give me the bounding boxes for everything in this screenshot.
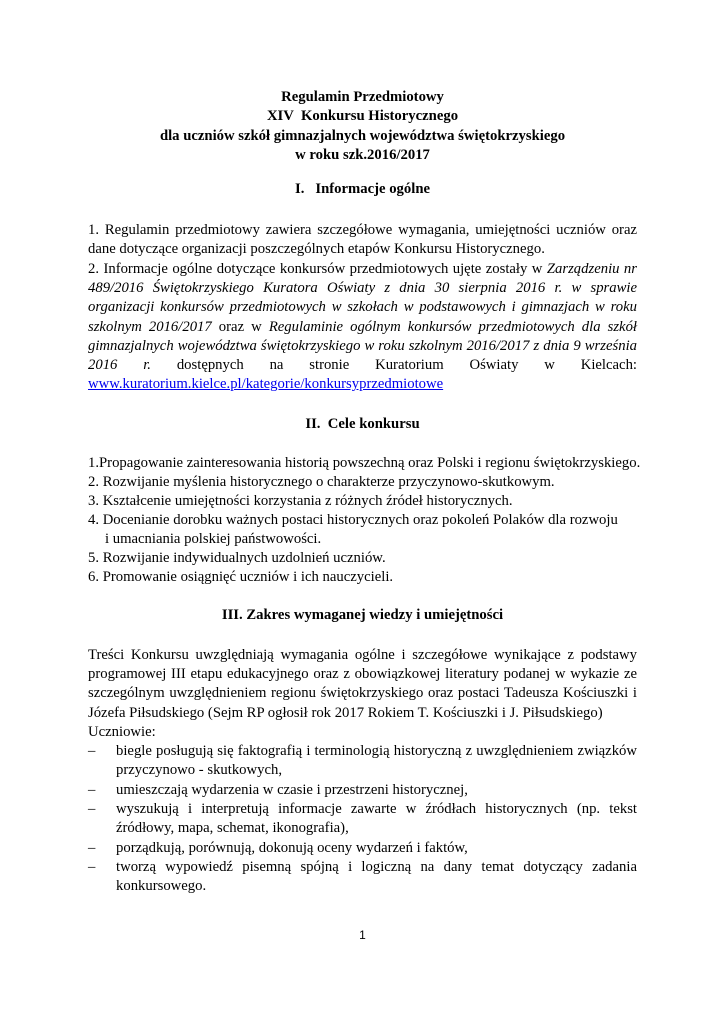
goal-item-5: 5. Rozwijanie indywidualnych uzdolnień uczniów. xyxy=(88,550,386,566)
title-line-4: w roku szk.2016/2017 xyxy=(295,146,430,163)
section-2-heading: II. Cele konkursu xyxy=(305,416,420,432)
section-1-paragraph-1: 1. Regulamin przedmiotowy zawiera szczegółowe wymagania, umiejętności uczniów oraz dane dotyczące organizacji poszczególnych etapów Konkursu Historycznego. xyxy=(88,222,637,258)
page-number: 1 xyxy=(359,928,366,942)
title-line-2: XIV Konkursu Historycznego xyxy=(266,108,459,125)
p2-italic-regulation: Regulaminie ogólnym konkursów przedmiotowych dla szkół gimnazjalnych województwa świętokrzyskiego w roku szkolnym 2016/2017 z dnia 9 września 2016 r. xyxy=(88,318,637,374)
p2-text-start: 2. Informacje ogólne dotyczące konkursów przedmiotowych ujęte zostały w xyxy=(88,261,547,277)
dash-marker: – xyxy=(88,782,96,798)
section-3-heading: III. Zakres wymaganej wiedzy i umiejętności xyxy=(221,607,504,623)
kuratorium-link[interactable]: www.kuratorium.kielce.pl/kategorie/konkursyprzedmiotowe xyxy=(88,376,444,393)
p2-text-mid: oraz w xyxy=(211,318,269,335)
goal-item-1: 1.Propagowanie zainteresowania historią powszechną oraz Polski i regionu świętokrzyskiego. xyxy=(88,455,641,471)
section-1-paragraph-2 xyxy=(88,260,637,394)
title-line-1: Regulamin Przedmiotowy xyxy=(281,89,444,105)
document-title xyxy=(0,88,725,165)
dash-marker: – xyxy=(88,801,96,817)
skill-bullet-text: umieszczają wydarzenia w czasie i przestrzeni historycznej, xyxy=(116,782,468,798)
goal-item-6: 6. Promowanie osiągnięć uczniów i ich nauczycieli. xyxy=(88,569,394,585)
goal-item-4: 4. Docenianie dorobku ważnych postaci historycznych oraz pokoleń Polaków dla rozwoju xyxy=(88,512,618,528)
p2-text-end: dostępnych na stronie Kuratorium Oświaty w Kielcach: xyxy=(150,357,637,374)
section-3-intro: Treści Konkursu uwzględniają wymagania ogólne i szczegółowe wynikające z podstawy programowej III etapu edukacyjnego oraz z obowiązkowej literatury podanej w wykazie ze szczególnym uwzględnieniem regionu świętokrzyskiego oraz postaci Tadeusza Kościuszki i Józefa Piłsudskiego (Sejm RP ogłosił rok 2017 Rokiem T. Kościuszki i J. Piłsudskiego) xyxy=(88,647,637,721)
title-line-3: dla uczniów szkół gimnazjalnych województwa świętokrzyskiego xyxy=(159,127,566,144)
skill-bullet-text: porządkują, porównują, dokonują oceny wydarzeń i faktów, xyxy=(116,840,468,856)
dash-marker: – xyxy=(88,743,96,759)
skill-bullet-text: tworzą wypowiedź pisemną spójną i logiczną na dany temat dotyczący zadania konkursowego. xyxy=(116,859,637,895)
skill-bullet-text: wyszukują i interpretują informacje zawarte w źródłach historycznych (np. tekst źródłowy, mapa, schemat, ikonografia), xyxy=(116,801,637,837)
goal-item-3: 3. Kształcenie umiejętności korzystania z różnych źródeł historycznych. xyxy=(88,493,513,509)
skill-bullet-text: biegle posługują się faktografią i terminologią historyczną z uwzględnieniem związków przyczynowo - skutkowych, xyxy=(116,743,637,779)
dash-marker: – xyxy=(88,840,96,856)
dash-marker: – xyxy=(88,859,96,875)
goal-item-2: 2. Rozwijanie myślenia historycznego o charakterze przyczynowo-skutkowym. xyxy=(88,474,555,490)
section-1-heading: I. Informacje ogólne xyxy=(294,181,431,197)
students-label: Uczniowie: xyxy=(88,724,156,740)
goal-item-4-continuation: i umacniania polskiej państwowości. xyxy=(105,531,322,547)
p2-italic-decree: Zarządzeniu nr 489/2016 Świętokrzyskiego Kuratora Oświaty z dnia 30 sierpnia 2016 r. w sprawie organizacji konkursów przedmiotowych w szkołach w podstawowych i gimnazjach w roku szkolnym 2016/2017 xyxy=(88,261,637,335)
